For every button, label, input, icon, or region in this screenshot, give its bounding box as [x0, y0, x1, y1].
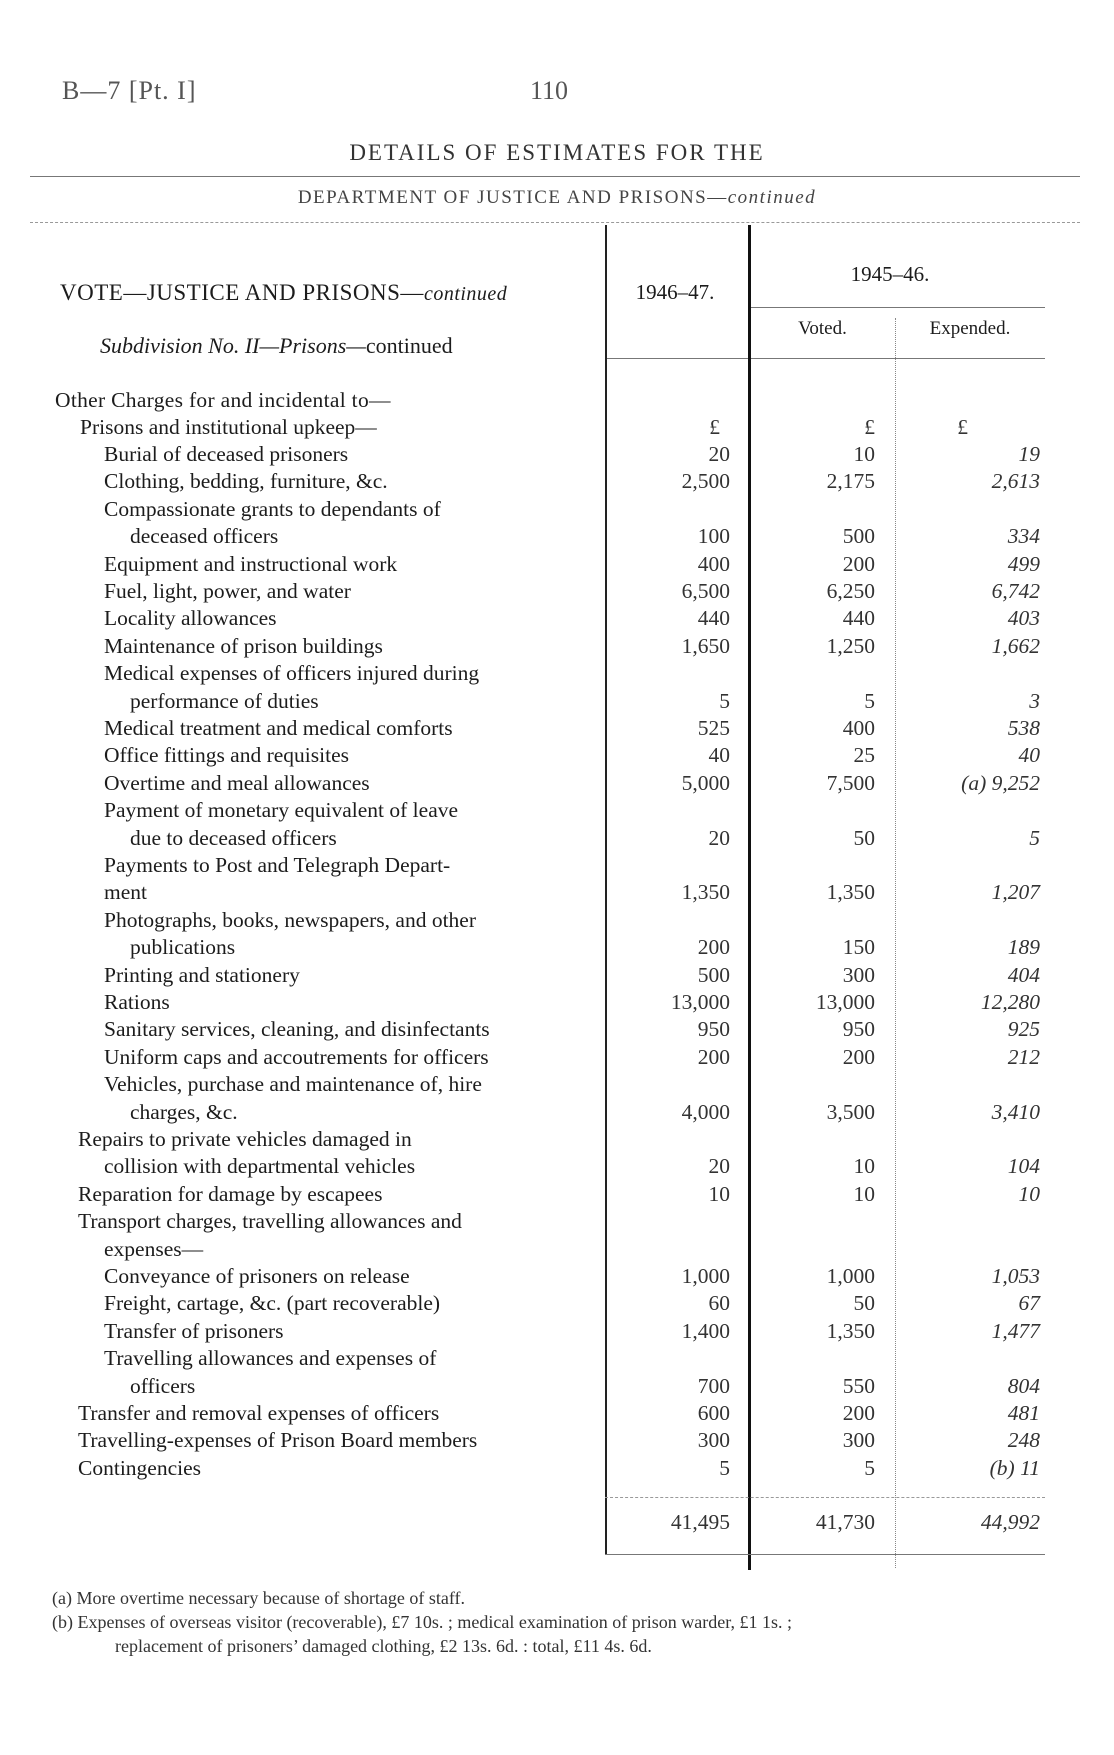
value-expended: 189	[1007, 935, 1040, 960]
subtitle-rule	[30, 222, 1080, 223]
col-header-1945: 1945–46.	[850, 262, 930, 286]
currency-expended: £	[957, 415, 968, 439]
currency-1946: £	[709, 415, 720, 439]
value-voted: 440	[842, 606, 875, 631]
value-voted: 13,000	[815, 990, 875, 1014]
value-expended: 12,280	[980, 990, 1040, 1014]
row-label: Equipment and instructional work	[104, 551, 398, 576]
row-label: Photographs, books, newspapers, and other	[104, 907, 477, 932]
row-label: Uniform caps and accoutrements for officers	[104, 1044, 489, 1069]
value-1946: 1,650	[681, 633, 730, 658]
value-voted: 5	[864, 1455, 875, 1480]
value-expended: 1,477	[991, 1318, 1040, 1343]
row-label: Reparation for damage by escapees	[78, 1181, 383, 1206]
value-expended: 481	[1007, 1401, 1040, 1425]
row-label: Medical treatment and medical comforts	[104, 716, 453, 740]
col-header-1946: 1946–47.	[635, 280, 715, 304]
row-label-continued: ment	[104, 880, 147, 905]
value-voted: 5	[864, 688, 875, 713]
row-label: Freight, cartage, &c. (part recoverable)	[104, 1291, 441, 1316]
col-divider-1	[605, 225, 607, 1555]
value-expended: 248	[1007, 1428, 1040, 1453]
value-1946: 5	[719, 1455, 730, 1480]
page-title: DETAILS OF ESTIMATES FOR THE	[349, 140, 765, 165]
value-1946: 20	[708, 825, 730, 850]
value-1946: 300	[697, 1428, 730, 1453]
row-label-continued: charges, &c.	[130, 1099, 238, 1124]
value-voted: 150	[842, 935, 875, 960]
value-expended: 804	[1007, 1373, 1040, 1398]
row-label: Repairs to private vehicles damaged in	[78, 1127, 412, 1151]
row-label: Maintenance of prison buildings	[104, 633, 383, 658]
page-subtitle: DEPARTMENT OF JUSTICE AND PRISONS—continued	[297, 187, 817, 208]
row-label: Sanitary services, cleaning, and disinfectants	[104, 1017, 490, 1042]
value-1946: 525	[697, 716, 730, 740]
value-voted: 950	[842, 1017, 875, 1042]
row-label: Transfer and removal expenses of officers	[78, 1401, 440, 1425]
value-1946: 6,500	[681, 579, 730, 603]
row-label-continued: due to deceased officers	[130, 825, 337, 850]
value-1946: 60	[708, 1291, 730, 1316]
value-voted: 400	[842, 716, 875, 740]
row-label-continued: officers	[130, 1373, 196, 1398]
value-expended: 538	[1007, 716, 1040, 740]
value-voted: 50	[853, 825, 875, 850]
value-voted: 200	[842, 1401, 875, 1425]
row-label-continued: expenses—	[104, 1236, 204, 1261]
value-1946: 500	[697, 962, 730, 987]
value-voted: 10	[853, 1154, 875, 1179]
value-expended: 19	[1018, 442, 1040, 466]
header-bottom-rule	[605, 358, 1045, 359]
value-1946: 20	[708, 1154, 730, 1179]
value-1946: 5,000	[681, 770, 730, 795]
value-voted: 7,500	[826, 770, 875, 795]
value-voted: 300	[842, 1428, 875, 1453]
value-1946: 20	[708, 442, 730, 466]
value-expended: 3	[1029, 688, 1040, 713]
value-voted: 25	[853, 743, 875, 768]
value-1946: 40	[708, 743, 730, 768]
title-rule	[30, 176, 1080, 177]
value-expended: 925	[1007, 1017, 1040, 1042]
value-voted: 10	[853, 442, 875, 466]
value-1946: 13,000	[670, 990, 730, 1014]
value-expended: 1,207	[991, 880, 1040, 905]
value-voted: 3,500	[826, 1099, 875, 1124]
vote-heading: VOTE—JUSTICE AND PRISONS—continued	[60, 280, 508, 305]
value-expended: (a) 9,252	[961, 770, 1040, 795]
value-expended: 212	[1007, 1044, 1040, 1069]
section-heading-upkeep: Prisons and institutional upkeep—	[80, 415, 377, 439]
row-label: Travelling allowances and expenses of	[104, 1346, 437, 1371]
value-voted: 200	[842, 551, 875, 576]
footnote-a: (a) More overtime necessary because of shortage of staff.	[52, 1588, 465, 1608]
total-1946: 41,495	[670, 1510, 730, 1534]
value-1946: 950	[697, 1017, 730, 1042]
col-divider-3	[895, 318, 896, 1568]
totals-top-rule	[605, 1497, 1045, 1498]
page-number: 110	[530, 76, 569, 105]
row-label: Compassionate grants to dependants of	[104, 496, 441, 521]
value-1946: 10	[708, 1181, 730, 1206]
row-label: Payments to Post and Telegraph Depart-	[104, 853, 451, 877]
value-voted: 50	[853, 1291, 875, 1316]
currency-voted: £	[864, 415, 875, 439]
value-voted: 200	[842, 1044, 875, 1069]
value-1946: 1,400	[681, 1318, 730, 1343]
value-expended: 2,613	[991, 469, 1040, 494]
total-expended: 44,992	[980, 1510, 1040, 1534]
value-1946: 100	[697, 524, 730, 549]
value-voted: 300	[842, 962, 875, 987]
row-label: Clothing, bedding, furniture, &c.	[104, 469, 388, 494]
document-reference: B—7 [Pt. I]	[62, 76, 197, 105]
value-expended: 404	[1007, 962, 1040, 987]
subdivision-heading: Subdivision No. II—Prisons—continued	[100, 333, 453, 358]
value-voted: 1,250	[826, 633, 875, 658]
section-heading-other-charges: Other Charges for and incidental to—	[55, 388, 391, 412]
value-expended: 5	[1029, 825, 1040, 850]
value-expended: 67	[1018, 1291, 1040, 1316]
row-label-continued: performance of duties	[130, 688, 319, 713]
col-header-expended: Expended.	[929, 318, 1011, 339]
value-expended: 499	[1007, 551, 1040, 576]
total-voted: 41,730	[815, 1510, 875, 1534]
header-split-rule	[750, 307, 1045, 308]
totals-bottom-rule	[605, 1554, 1045, 1555]
value-1946: 5	[719, 688, 730, 713]
value-voted: 500	[842, 524, 875, 549]
row-label: Rations	[104, 990, 170, 1014]
row-label: Payment of monetary equivalent of leave	[104, 798, 459, 823]
value-expended: (b) 11	[989, 1455, 1040, 1480]
value-voted: 10	[853, 1181, 875, 1206]
row-label: Contingencies	[78, 1455, 202, 1480]
value-expended: 1,053	[991, 1264, 1040, 1288]
value-expended: 403	[1007, 606, 1040, 631]
row-label: Office fittings and requisites	[104, 743, 350, 768]
value-1946: 1,350	[681, 880, 730, 905]
value-voted: 1,350	[826, 1318, 875, 1343]
row-label: Burial of deceased prisoners	[104, 442, 349, 466]
value-1946: 440	[697, 606, 730, 631]
footnote-b: (b) Expenses of overseas visitor (recoverable), £7 10s. ; medical examination of prison warder, £1 1s. ;	[52, 1612, 793, 1632]
row-label: Locality allowances	[104, 606, 277, 631]
value-1946: 4,000	[681, 1099, 730, 1124]
footnote-b-continued: replacement of prisoners’ damaged clothing, £2 13s. 6d. : total, £11 4s. 6d.	[115, 1636, 652, 1656]
value-expended: 334	[1007, 524, 1040, 549]
row-label-continued: collision with departmental vehicles	[104, 1154, 416, 1179]
value-expended: 40	[1018, 743, 1040, 768]
row-label: Travelling-expenses of Prison Board members	[78, 1428, 478, 1453]
value-voted: 1,350	[826, 880, 875, 905]
value-expended: 104	[1007, 1154, 1040, 1179]
col-header-voted: Voted.	[798, 318, 847, 339]
row-label: Medical expenses of officers injured during	[104, 661, 480, 686]
row-label: Overtime and meal allowances	[104, 770, 370, 795]
row-label: Conveyance of prisoners on release	[104, 1264, 410, 1288]
row-label: Transport charges, travelling allowances and	[78, 1209, 462, 1234]
value-expended: 1,662	[991, 633, 1040, 658]
value-1946: 700	[697, 1373, 730, 1398]
value-expended: 10	[1018, 1181, 1040, 1206]
value-1946: 600	[697, 1401, 730, 1425]
row-label-continued: publications	[130, 935, 236, 960]
value-1946: 400	[697, 551, 730, 576]
value-1946: 2,500	[681, 469, 730, 494]
value-1946: 200	[697, 1044, 730, 1069]
value-voted: 550	[842, 1373, 875, 1398]
value-1946: 200	[697, 935, 730, 960]
value-1946: 1,000	[681, 1264, 730, 1288]
row-label: Transfer of prisoners	[104, 1318, 284, 1343]
row-label: Vehicles, purchase and maintenance of, hire	[104, 1072, 482, 1097]
value-voted: 2,175	[826, 469, 875, 494]
value-voted: 1,000	[826, 1264, 875, 1288]
value-expended: 3,410	[991, 1099, 1040, 1124]
row-label: Fuel, light, power, and water	[104, 579, 351, 603]
value-voted: 6,250	[826, 579, 875, 603]
row-label: Printing and stationery	[104, 962, 300, 987]
col-divider-2	[748, 225, 751, 1570]
value-expended: 6,742	[991, 579, 1040, 603]
row-label-continued: deceased officers	[130, 524, 279, 549]
